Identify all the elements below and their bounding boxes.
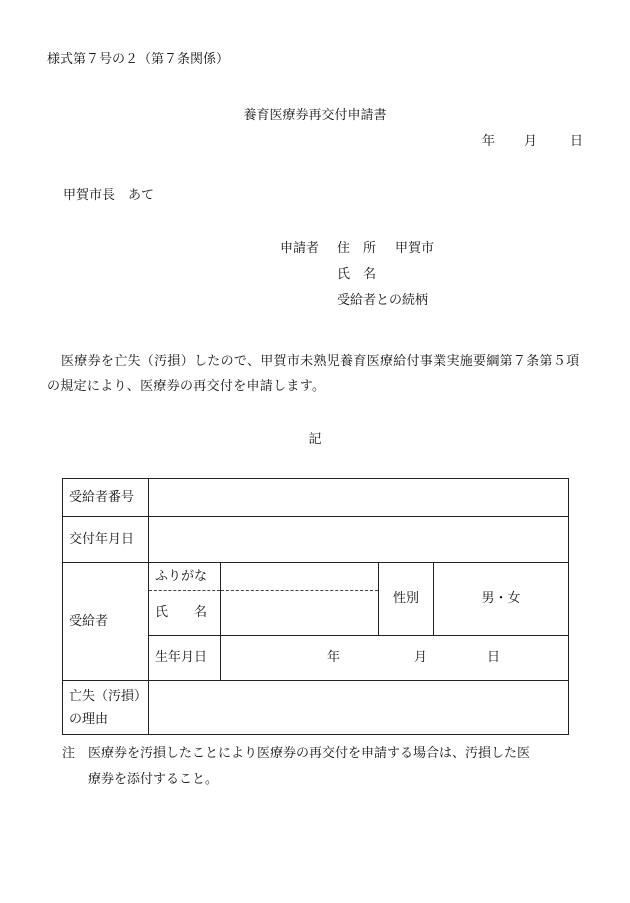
issue-date-field[interactable] bbox=[149, 517, 569, 563]
furigana-field[interactable] bbox=[221, 563, 379, 591]
note-line-1: 注 医療券を汚損したことにより医療券の再交付を申請する場合は、汚損した医 bbox=[62, 746, 531, 761]
relation-label: 受給者との続柄 bbox=[337, 293, 429, 308]
address-value: 甲賀市 bbox=[395, 241, 435, 256]
info-table bbox=[62, 478, 569, 735]
date-year-label: 年 bbox=[482, 134, 496, 149]
reason-label bbox=[63, 681, 149, 735]
applicant-label: 申請者 bbox=[280, 241, 320, 256]
address-label: 住 所 bbox=[337, 241, 377, 256]
date-month-label: 月 bbox=[524, 134, 538, 149]
document-title: 養育医療券再交付申請書 bbox=[243, 108, 387, 123]
birthdate-label: 生年月日 bbox=[149, 636, 221, 681]
name-label: 氏 名 bbox=[337, 267, 377, 282]
issue-date-label: 交付年月日 bbox=[63, 517, 149, 563]
reason-label-line-1: 亡失（汚損） bbox=[69, 688, 148, 704]
furigana-label: ふりがな bbox=[149, 563, 221, 591]
note bbox=[62, 741, 582, 793]
birth-year-label: 年 bbox=[327, 650, 341, 665]
note-line-2: 療券を添付すること。 bbox=[88, 772, 219, 787]
reason-field[interactable] bbox=[149, 681, 569, 735]
recipient-number-label: 受給者番号 bbox=[63, 479, 149, 517]
birth-month-label: 月 bbox=[414, 650, 428, 665]
body-paragraph: 医療券を亡失（汚損）したので、甲賀市未熟児養育医療給付事業実施要綱第７条第５項の規定により、医療券の再交付を申請します。 bbox=[47, 354, 580, 394]
date-day-label: 日 bbox=[570, 134, 584, 149]
gender-label: 性別 bbox=[379, 563, 434, 636]
recipient-number-field[interactable] bbox=[149, 479, 569, 517]
addressee: 甲賀市長 あて bbox=[63, 188, 155, 203]
reason-label-line-2: の理由 bbox=[69, 711, 109, 727]
recipient-name-label: 氏 名 bbox=[149, 591, 221, 636]
recipient-name-field[interactable] bbox=[221, 591, 379, 636]
gender-value[interactable]: 男・女 bbox=[434, 563, 569, 636]
birth-day-label: 日 bbox=[487, 650, 501, 665]
form-number: 様式第７号の２（第７条関係） bbox=[47, 52, 230, 67]
body-text bbox=[47, 349, 582, 399]
birthdate-values bbox=[227, 648, 562, 668]
recipient-label: 受給者 bbox=[63, 563, 149, 681]
birthdate-field[interactable] bbox=[221, 636, 569, 681]
ki-heading: 記 bbox=[308, 432, 322, 447]
